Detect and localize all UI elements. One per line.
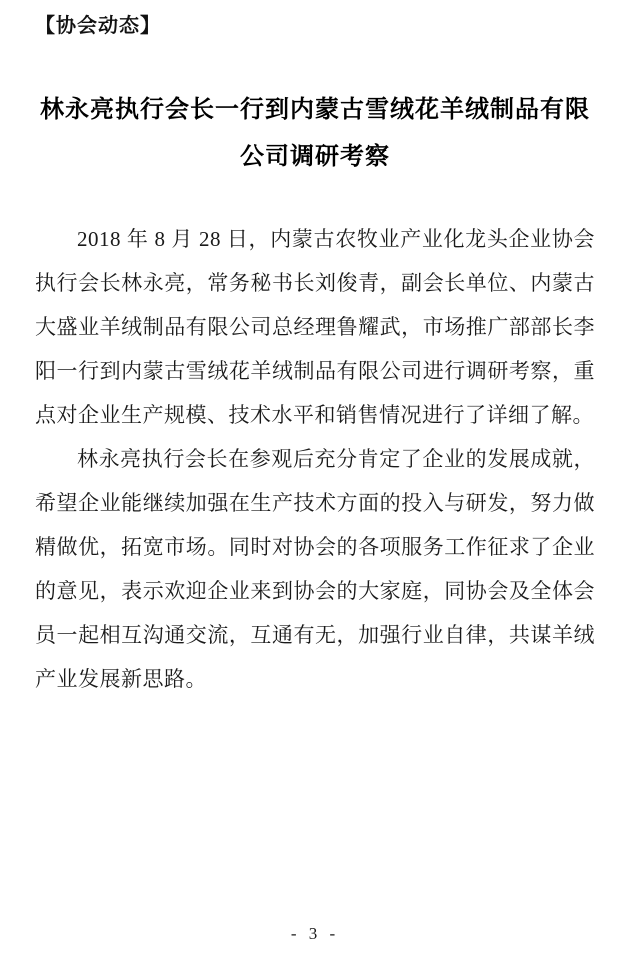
page-number: - 3 - xyxy=(290,924,340,943)
document-title: 林永亮执行会长一行到内蒙古雪绒花羊绒制品有限公司调研考察 xyxy=(40,97,590,170)
paragraph-1: 2018 年 8 月 28 日，内蒙古农牧业产业化龙头企业协会执行会长林永亮，常务秘书长刘俊青，副会长单位、内蒙古大盛业羊绒制品有限公司总经理鲁耀武，市场推广部部长李阳一行到内蒙古雪绒花羊绒制品有限公司进行调研考察，重点对企业生产规模、技术水平和销售情况进行了详细了解。 xyxy=(35,227,595,427)
document-body xyxy=(35,217,595,701)
section-tag: 【协会动态】 xyxy=(35,15,161,37)
paragraph-2: 林永亮执行会长在参观后充分肯定了企业的发展成就，希望企业能继续加强在生产技术方面的投入与研发，努力做精做优，拓宽市场。同时对协会的各项服务工作征求了企业的意见，表示欢迎企业来到协会的大家庭，同协会及全体会员一起相互沟通交流，互通有无，加强行业自律，共谋羊绒产业发展新思路。 xyxy=(35,447,595,691)
